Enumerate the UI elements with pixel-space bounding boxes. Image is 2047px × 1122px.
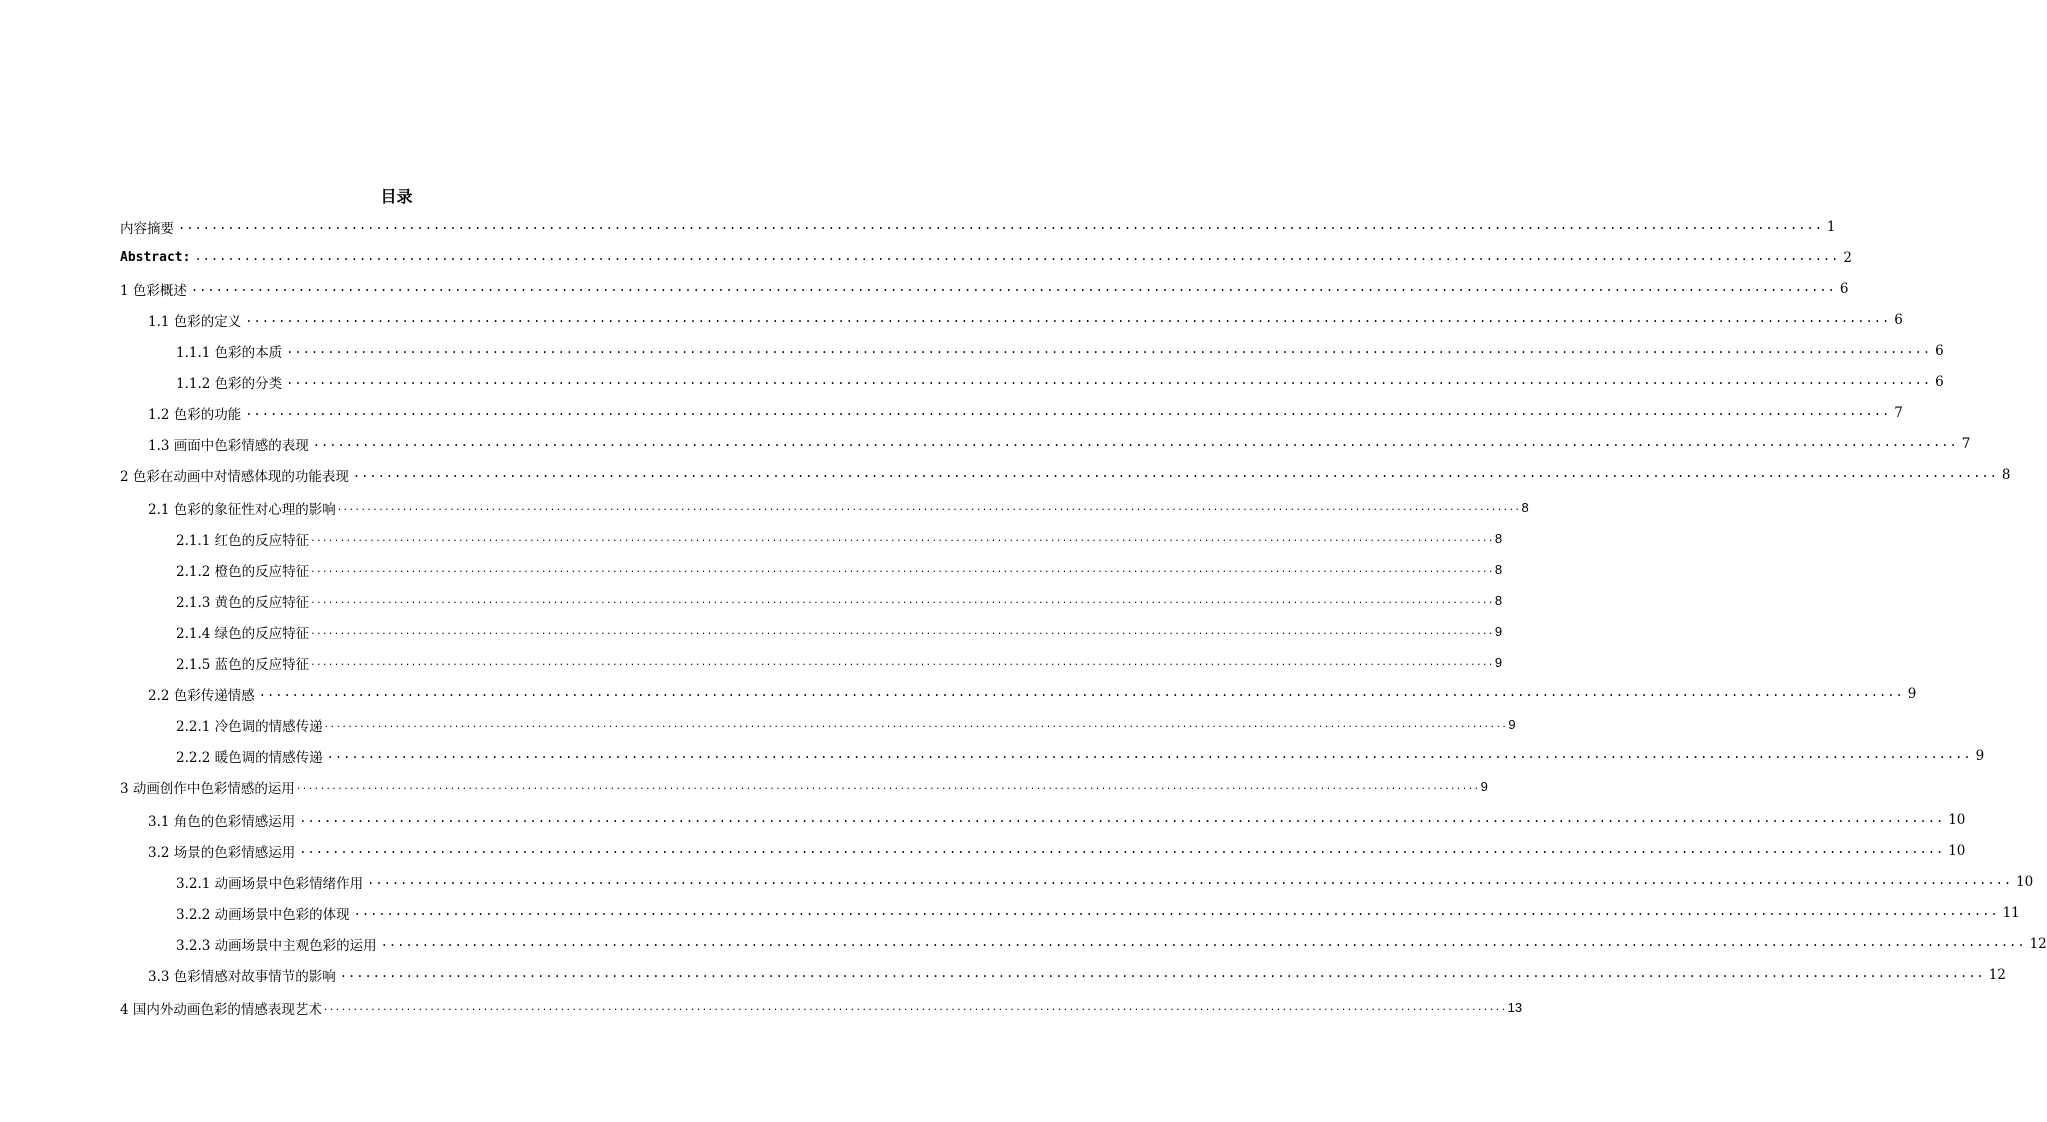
- toc-entry-3-2-2[interactable]: [176, 897, 2020, 928]
- toc-entry-page: 6: [1935, 373, 1944, 390]
- toc-entry-1-3[interactable]: [148, 428, 1971, 459]
- toc-entry-page: 6: [1935, 342, 1944, 359]
- toc-leader-dots: ........................................................................................................................................................................................................: [310, 626, 1494, 637]
- toc-entry-page: 8: [1494, 531, 1503, 546]
- toc-entry-2-1-4[interactable]: [176, 616, 1503, 647]
- toc-entry-1-1-1[interactable]: [176, 335, 1944, 366]
- toc-entry-1-1-2[interactable]: [176, 366, 1944, 397]
- toc-entry-page: 13: [1507, 1000, 1523, 1015]
- toc-entry-2-2[interactable]: [148, 678, 1917, 709]
- toc-leader-dots: ........................................................................................................................................................................................................: [323, 719, 1508, 730]
- toc-entry-label: 1.1.1 色彩的本质: [176, 344, 283, 361]
- toc-entry-label: Abstract:: [120, 250, 191, 265]
- toc-entry-page: 9: [1975, 747, 1985, 764]
- toc-entry-page: 9: [1494, 655, 1503, 670]
- toc-entry-label: 2.1.1 红色的反应特征: [176, 532, 310, 549]
- toc-entry-label: 3 动画创作中色彩情感的运用: [120, 780, 295, 797]
- toc-entry-page: 8: [1494, 562, 1503, 577]
- toc-entry-2-2-2[interactable]: [176, 740, 1985, 771]
- toc-entry-abstract-en[interactable]: [120, 242, 1852, 273]
- toc-entry-page: 12: [1988, 966, 2006, 983]
- toc-entry-2-1-1[interactable]: [176, 523, 1503, 554]
- toc-entry-page: 9: [1508, 717, 1516, 732]
- toc-entry-page: 7: [1961, 435, 1971, 452]
- toc-entry-page: 6: [1839, 280, 1849, 297]
- toc-entry-label: 内容摘要: [120, 220, 174, 237]
- toc-leader-dots: ........................................................................................................................................................................................................: [310, 564, 1494, 575]
- toc-entry-page: 7: [1894, 404, 1903, 421]
- toc-entry-label: 1 色彩概述: [120, 282, 187, 299]
- toc-entry-label: 3.2.2 动画场景中色彩的体现: [176, 906, 350, 923]
- toc-leader-dots: ........................................................................................................................................................................................................: [190, 279, 1836, 294]
- toc-entry-2-1-5[interactable]: [176, 647, 1503, 678]
- toc-entry-label: 2.1 色彩的象征性对心理的影响: [148, 501, 336, 518]
- toc-leader-dots: ........................................................................................................................................................................................................: [258, 684, 1904, 699]
- toc-entry-label: 3.2.1 动画场景中色彩情绪作用: [176, 875, 364, 892]
- toc-leader-dots: ........................................................................................................................................................................................................: [245, 310, 1891, 325]
- toc-entry-page: 8: [2001, 466, 2011, 483]
- toc-entry-1-1[interactable]: [148, 304, 1903, 335]
- toc-entry-page: 11: [2002, 904, 2020, 921]
- toc-leader-dots: ........................................................................................................................................................................................................: [295, 781, 1480, 792]
- toc-leader-dots: ........................................................................................................................................................................................................: [339, 965, 1985, 980]
- toc-entry-3-2-1[interactable]: [176, 866, 2034, 897]
- toc-leader-dots: ........................................................................................................................................................................................................: [353, 903, 1999, 918]
- toc-entry-label: 3.2 场景的色彩情感运用: [148, 844, 296, 861]
- toc-entry-page: 6: [1894, 311, 1903, 328]
- toc-entry-label: 2.1.5 蓝色的反应特征: [176, 656, 310, 673]
- toc-entry-label: 2.2.2 暖色调的情感传递: [176, 749, 323, 766]
- toc-entry-page: 9: [1907, 685, 1917, 702]
- toc-leader-dots: ........................................................................................................................................................................................................: [286, 341, 1932, 356]
- toc-entry-3-3[interactable]: [148, 959, 2006, 990]
- toc-leader-dots: ........................................................................................................................................................................................................: [299, 810, 1945, 825]
- toc-entry-3[interactable]: [120, 771, 1488, 802]
- toc-leader-dots: ........................................................................................................................................................................................................: [312, 434, 1958, 449]
- toc-entry-label: 1.1 色彩的定义: [148, 313, 242, 330]
- toc-entry-2-1-2[interactable]: [176, 554, 1503, 585]
- toc-leader-dots: ........................................................................................................................................................................................................: [326, 746, 1972, 761]
- toc-entry-label: 1.3 画面中色彩情感的表现: [148, 437, 309, 454]
- toc-entry-page: 10: [1948, 842, 1966, 859]
- toc-entry-label: 1.1.2 色彩的分类: [176, 375, 283, 392]
- toc-entry-page: 9: [1494, 624, 1503, 639]
- toc-entry-2-1[interactable]: [148, 492, 1529, 523]
- toc-entry-label: 1.2 色彩的功能: [148, 406, 242, 423]
- toc-entry-page: 1: [1826, 218, 1836, 235]
- toc-entry-3-2[interactable]: [148, 835, 1966, 866]
- toc-entry-page: 2: [1843, 249, 1852, 266]
- toc-entry-abstract-cn[interactable]: [120, 211, 1836, 242]
- toc-entry-page: 8: [1494, 593, 1503, 608]
- toc-leader-dots: ........................................................................................................................................................................................................: [352, 465, 1998, 480]
- toc-entry-3-1[interactable]: [148, 804, 1966, 835]
- toc-entry-page: 8: [1521, 500, 1529, 515]
- toc-entry-2-2-1[interactable]: [176, 709, 1516, 740]
- toc-entry-label: 2.1.2 橙色的反应特征: [176, 563, 310, 580]
- toc-leader-dots: ........................................................................................................................................................................................................: [178, 217, 1823, 232]
- toc-leader-dots: ........................................................................................................................................................................................................: [310, 533, 1494, 544]
- toc-entry-label: 3.1 角色的色彩情感运用: [148, 813, 296, 830]
- toc-entry-label: 2.2 色彩传递情感: [148, 687, 255, 704]
- toc-entry-4[interactable]: [120, 992, 1523, 1023]
- toc-leader-dots: ........................................................................................................................................................................................................: [194, 248, 1840, 263]
- toc-leader-dots: ........................................................................................................................................................................................................: [367, 872, 2013, 887]
- toc-title: 目录: [380, 187, 413, 206]
- toc-entry-label: 2.2.1 冷色调的情感传递: [176, 718, 323, 735]
- toc-entry-label: 3.2.3 动画场景中主观色彩的运用: [176, 937, 377, 954]
- toc-leader-dots: ........................................................................................................................................................................................................: [299, 841, 1945, 856]
- toc-entry-3-2-3[interactable]: [176, 928, 2047, 959]
- toc-leader-dots: ........................................................................................................................................................................................................: [286, 372, 1932, 387]
- toc-entry-1-2[interactable]: [148, 397, 1903, 428]
- toc-entry-label: 2 色彩在动画中对情感体现的功能表现: [120, 468, 349, 485]
- toc-entry-label: 2.1.4 绿色的反应特征: [176, 625, 310, 642]
- toc-leader-dots: ........................................................................................................................................................................................................: [310, 595, 1494, 606]
- toc-entry-label: 3.3 色彩情感对故事情节的影响: [148, 968, 336, 985]
- toc-leader-dots: ........................................................................................................................................................................................................: [380, 934, 2026, 949]
- toc-entry-2[interactable]: [120, 459, 2011, 490]
- toc-entry-label: 4 国内外动画色彩的情感表现艺术: [120, 1001, 322, 1018]
- toc-entry-page: 10: [2016, 873, 2034, 890]
- toc-entry-1[interactable]: [120, 273, 1849, 304]
- toc-entry-page: 10: [1948, 811, 1966, 828]
- toc-entry-page: 12: [2029, 935, 2047, 952]
- toc-entry-label: 2.1.3 黄色的反应特征: [176, 594, 310, 611]
- toc-leader-dots: ........................................................................................................................................................................................................: [322, 1002, 1507, 1013]
- toc-entry-2-1-3[interactable]: [176, 585, 1503, 616]
- toc-leader-dots: ........................................................................................................................................................................................................: [245, 403, 1891, 418]
- toc-leader-dots: ........................................................................................................................................................................................................: [336, 502, 1521, 513]
- toc-entry-page: 9: [1480, 779, 1488, 794]
- toc-leader-dots: ........................................................................................................................................................................................................: [310, 657, 1494, 668]
